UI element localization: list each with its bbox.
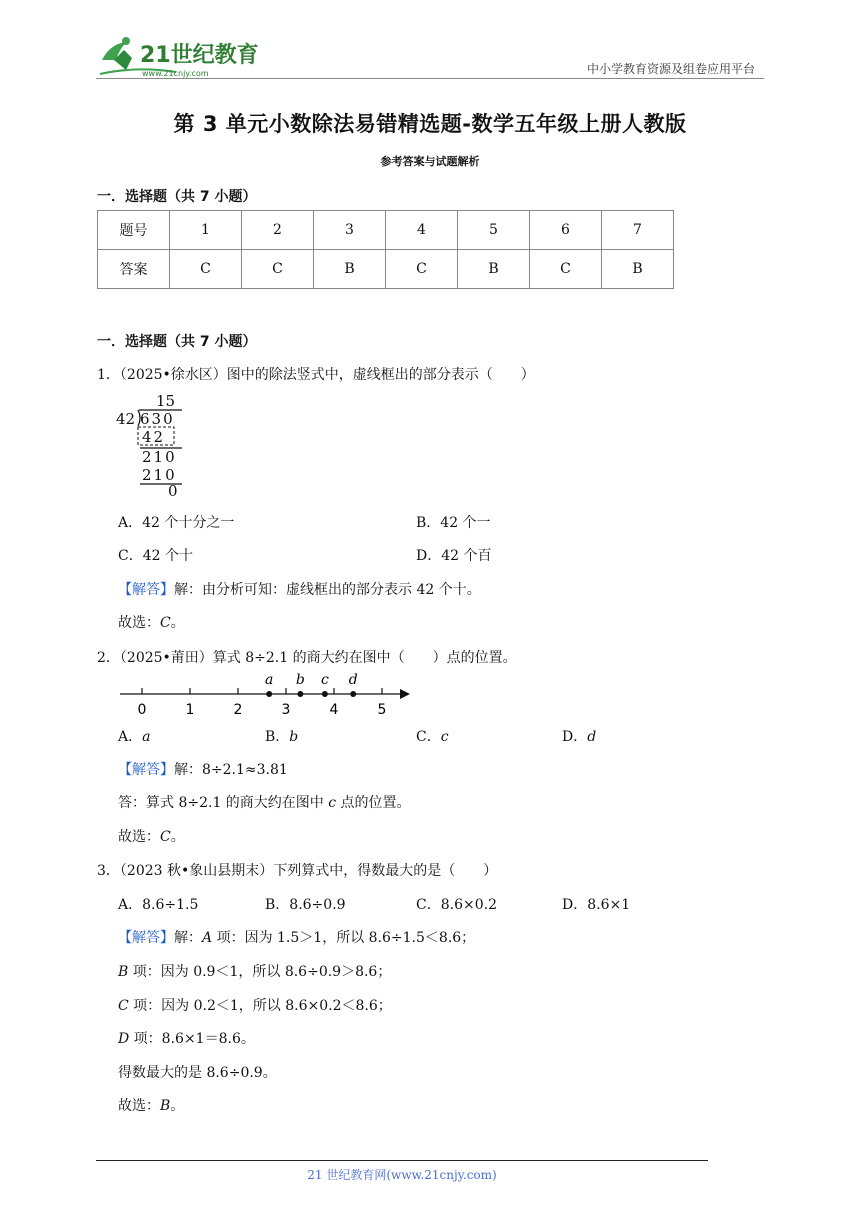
q1-option-d: D．42 个百 <box>416 548 492 564</box>
division-step2: 210 <box>142 448 177 466</box>
table-cell: 1 <box>170 211 242 250</box>
division-dividend: 630 <box>140 410 175 428</box>
q3-stem: 3．（2023 秋•象山县期末）下列算式中，得数最大的是（ ） <box>97 863 498 879</box>
division-step1: 42 <box>142 428 166 446</box>
answer-prefix: 解： <box>174 930 202 946</box>
division-quotient: 15 <box>156 392 176 410</box>
option-value: d <box>587 729 597 745</box>
table-cell: C <box>386 250 458 289</box>
table-cell: 5 <box>458 211 530 250</box>
option-prefix: C． <box>416 729 441 745</box>
q2-reply <box>118 792 411 812</box>
logo-url: www.21cnjy.com <box>142 69 209 78</box>
item-text: 项：8.6×1＝8.6。 <box>129 1031 255 1047</box>
q2-number-line <box>116 668 416 720</box>
item-text: 项：因为 0.9＜1，所以 8.6÷0.9＞8.6； <box>128 964 392 980</box>
number-line-point <box>350 691 356 697</box>
item-var: C <box>118 998 129 1014</box>
number-line-tick-label: 3 <box>281 702 291 718</box>
number-line-tick-label: 0 <box>137 702 147 718</box>
q2-choice <box>118 826 185 846</box>
division-divisor: 42 <box>116 410 136 428</box>
division-remainder: 0 <box>168 482 178 498</box>
q1-option-a: A．42 个十分之一 <box>118 515 235 531</box>
q1-long-division <box>112 390 192 498</box>
number-line-point <box>322 691 328 697</box>
number-line-tick-label: 4 <box>329 702 339 718</box>
option-value: b <box>289 729 299 745</box>
q2-stem: 2．（2025•莆田）算式 8÷2.1 的商大约在图中（ ）点的位置。 <box>97 650 517 666</box>
reply-text: 答：算式 8÷2.1 的商大约在图中 <box>118 795 329 811</box>
table-cell: 4 <box>386 211 458 250</box>
footer-divider <box>96 1160 708 1161</box>
table-cell: 7 <box>602 211 674 250</box>
item-var: A <box>202 930 213 946</box>
choice-letter: C <box>160 829 171 845</box>
number-line-point-label: a <box>265 672 274 688</box>
number-line-tick-label: 2 <box>233 702 243 718</box>
choice-suffix: 。 <box>170 1098 185 1114</box>
item-text: 项：因为 1.5＞1，所以 8.6÷1.5＜8.6； <box>212 930 476 946</box>
table-cell: 2 <box>242 211 314 250</box>
table-cell: C <box>530 250 602 289</box>
table-cell: B <box>602 250 674 289</box>
option-prefix: D． <box>562 729 588 745</box>
logo-text: 21世纪教育 <box>140 43 259 68</box>
choice-letter: B <box>160 1098 171 1114</box>
q3-option-a: A．8.6÷1.5 <box>118 897 199 913</box>
answer-text: 解：由分析可知：虚线框出的部分表示 42 个十。 <box>174 582 481 598</box>
answer-table <box>97 210 674 289</box>
number-line-tick-label: 1 <box>185 702 195 718</box>
choice-suffix: 。 <box>170 829 185 845</box>
answer-text: 解：8÷2.1≈3.81 <box>174 762 288 778</box>
q1-answer <box>118 579 481 599</box>
division-step3: 210 <box>142 466 177 484</box>
q3-option-b: B．8.6÷0.9 <box>265 897 346 913</box>
item-var: B <box>118 964 129 980</box>
page-title: 第 3 单元小数除法易错精选题-数学五年级上册人教版 <box>173 112 687 136</box>
option-prefix: A． <box>118 729 143 745</box>
header-platform-text: 中小学教育资源及组卷应用平台 <box>586 62 755 76</box>
section-heading-summary: 一．选择题（共 7 小题） <box>97 189 257 205</box>
q1-stem: 1．（2025•徐水区）图中的除法竖式中，虚线框出的部分表示（ ） <box>97 367 535 383</box>
q2-option-c <box>416 726 449 746</box>
q1-option-c: C．42 个十 <box>118 548 193 564</box>
q3-option-d: D．8.6×1 <box>562 897 631 913</box>
number-line-tick-label: 5 <box>377 702 387 718</box>
answer-tag: 【解答】 <box>118 762 174 778</box>
choice-prefix: 故选： <box>118 829 160 845</box>
table-cell: C <box>242 250 314 289</box>
table-cell: 3 <box>314 211 386 250</box>
table-cell: B <box>458 250 530 289</box>
table-cell: 6 <box>530 211 602 250</box>
table-row <box>98 211 674 250</box>
q3-answer-line-3 <box>118 995 392 1015</box>
choice-suffix: 。 <box>170 615 185 631</box>
q1-choice <box>118 612 185 632</box>
q2-option-a <box>118 726 150 746</box>
q3-choice <box>118 1095 184 1115</box>
table-cell: B <box>314 250 386 289</box>
header-divider <box>96 78 764 79</box>
section-heading-questions: 一．选择题（共 7 小题） <box>97 334 257 350</box>
q2-option-d <box>562 726 596 746</box>
number-line-point <box>266 691 272 697</box>
footer-link[interactable]: 21 世纪教育网(www.21cnjy.com) <box>307 1168 497 1182</box>
site-logo <box>96 30 266 82</box>
number-line-point-label: d <box>348 672 358 688</box>
reply-var: c <box>328 795 337 811</box>
item-var: D <box>118 1031 130 1047</box>
answer-tag: 【解答】 <box>118 582 174 598</box>
option-value: c <box>440 729 449 745</box>
choice-prefix: 故选： <box>118 615 160 631</box>
q3-answer-line-2 <box>118 961 391 981</box>
q2-option-b <box>265 726 298 746</box>
q1-option-b: B．42 个一 <box>416 515 491 531</box>
table-row <box>98 250 674 289</box>
table-cell: C <box>170 250 242 289</box>
table-header-cell: 题号 <box>98 211 170 250</box>
choice-letter: C <box>160 615 171 631</box>
number-line-point-label: b <box>295 672 305 688</box>
item-text: 项：因为 0.2＜1，所以 8.6×0.2＜8.6； <box>128 998 392 1014</box>
number-line-point <box>297 691 303 697</box>
q2-answer <box>118 759 288 779</box>
table-header-cell: 答案 <box>98 250 170 289</box>
number-line-point-label: c <box>320 672 329 688</box>
q3-answer-line-4 <box>118 1028 255 1048</box>
q3-option-c: C．8.6×0.2 <box>416 897 497 913</box>
q3-conclusion: 得数最大的是 8.6÷0.9。 <box>118 1065 277 1081</box>
option-value: a <box>142 729 151 745</box>
option-prefix: B． <box>265 729 290 745</box>
q3-answer-line-1 <box>118 927 475 947</box>
page-subtitle: 参考答案与试题解析 <box>380 155 480 168</box>
answer-tag: 【解答】 <box>118 930 174 946</box>
reply-text: 点的位置。 <box>336 795 411 811</box>
choice-prefix: 故选： <box>118 1098 160 1114</box>
